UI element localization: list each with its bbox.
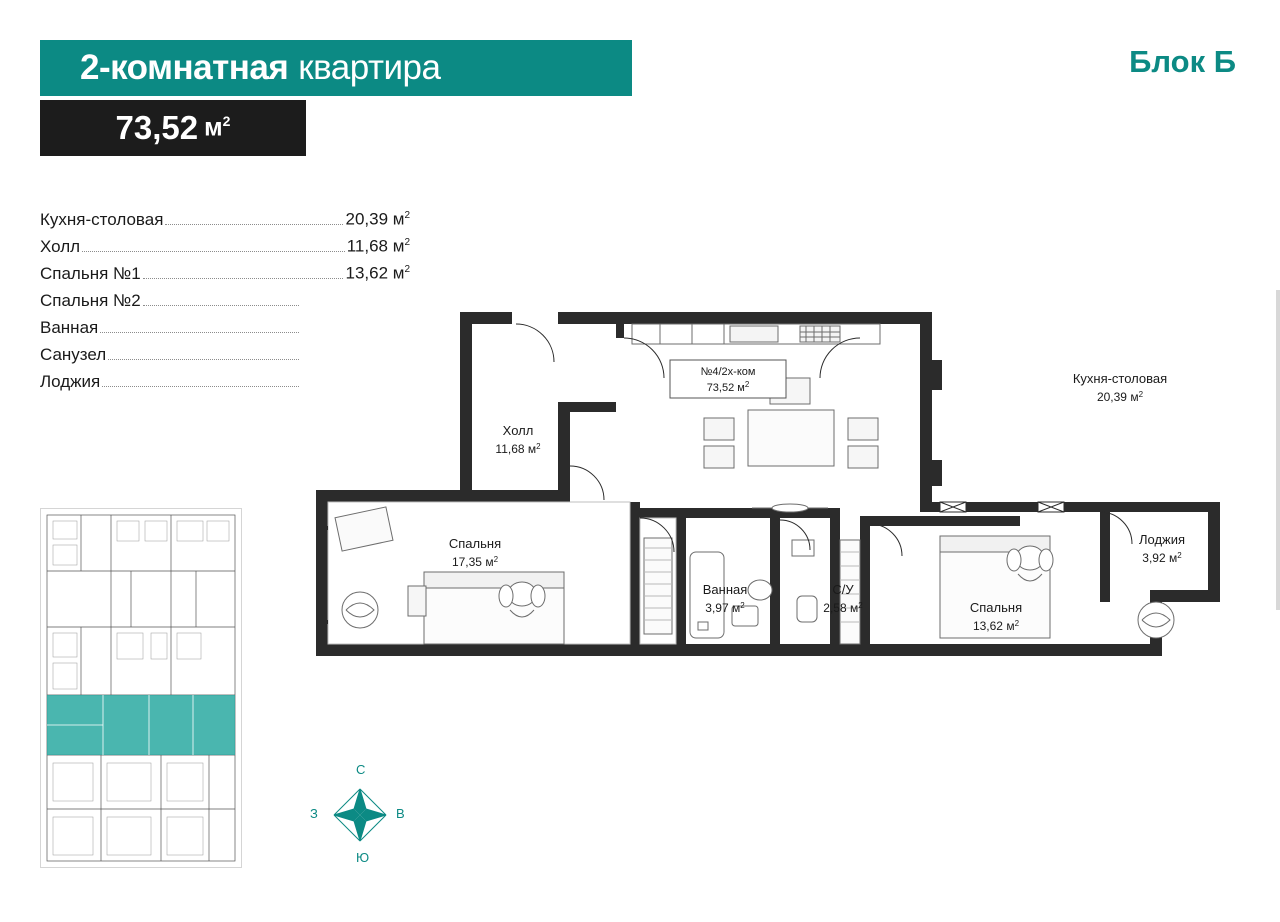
floorplan-drawing [300, 290, 1260, 710]
apartment-tag-line2: 73,52 $м^2$ [706, 380, 750, 394]
page-right-edge-marker [1276, 290, 1280, 610]
legend-row [40, 202, 410, 229]
svg-text:3,92 м2: 3,92 $м^2$ [1142, 551, 1182, 565]
keyplan-drawing [41, 509, 241, 867]
compass-icon [310, 762, 410, 868]
legend-room-area: 20,39 $м^2$ [345, 209, 410, 229]
legend-row [40, 256, 410, 283]
svg-text:С/У: С/У [832, 582, 854, 597]
svg-text:Лоджия: Лоджия [1138, 532, 1186, 547]
apartment-tag [670, 360, 786, 398]
legend-row [40, 229, 410, 256]
svg-text:3,97 м2: 3,97 $м^2$ [705, 601, 745, 615]
legend-room-name: Санузел [40, 344, 107, 364]
compass-rose [310, 762, 410, 868]
apartment-area-unit: $м^2$ [204, 113, 231, 142]
legend-room-name: Кухня-столовая [40, 209, 164, 229]
legend-dots [143, 277, 344, 279]
svg-text:Спальня: Спальня [448, 536, 502, 551]
svg-text:Ванная: Ванная [702, 582, 748, 597]
svg-text:17,35 м2: 17,35 $м^2$ [451, 555, 499, 569]
apartment-title-light: квартира [298, 48, 441, 87]
legend-room-name: Холл [40, 236, 81, 256]
legend-room-name: Спальня №2 [40, 290, 141, 310]
building-keyplan[interactable] [40, 508, 242, 868]
compass-south-label: Ю [356, 850, 370, 865]
apartment-area-value: 73,52 [115, 109, 199, 146]
apartment-floorplan [300, 290, 1260, 710]
legend-dots [165, 223, 343, 225]
legend-room-name: Спальня №1 [40, 263, 141, 283]
svg-text:Кухня-столовая: Кухня-столовая [1072, 371, 1168, 386]
apartment-area-badge [40, 100, 306, 156]
svg-text:Холл: Холл [502, 423, 534, 438]
compass-north-label: С [356, 762, 366, 777]
legend-room-name: Ванная [40, 317, 99, 337]
block-label: Блок Б [1129, 44, 1236, 79]
legend-room-name: Лоджия [40, 371, 101, 391]
compass-east-label: В [396, 806, 405, 821]
svg-text:20,39 м2: 20,39 $м^2$ [1096, 390, 1144, 404]
legend-room-area: 11,68 $м^2$ [346, 236, 410, 256]
apartment-title-bar [40, 40, 632, 96]
legend-dots [82, 250, 345, 252]
svg-text:Спальня: Спальня [969, 600, 1023, 615]
compass-west-label: З [310, 806, 318, 821]
legend-room-area: 13,62 $м^2$ [345, 263, 410, 283]
apartment-tag-line1: №4/2х-ком [700, 366, 756, 378]
keyplan-highlight [47, 695, 235, 755]
svg-text:13,62 м2: 13,62 $м^2$ [972, 619, 1020, 633]
svg-text:2,58 м2: 2,58 $м^2$ [823, 601, 863, 615]
apartment-title-strong: 2-комнатная [80, 48, 289, 87]
svg-text:11,68 м2: 11,68 $м^2$ [495, 442, 541, 456]
